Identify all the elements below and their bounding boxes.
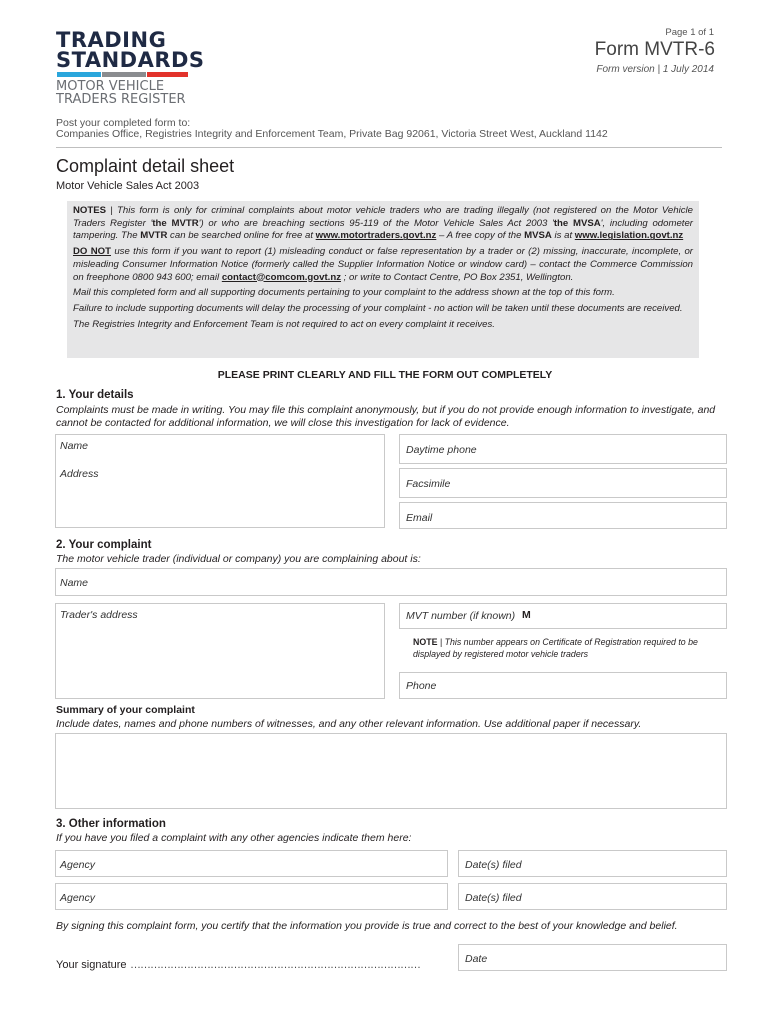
logo-trading: TRADING: [56, 28, 167, 52]
notes-paragraph-3: Mail this completed form and all supporting documents pertaining to your complaint to the address shown at the top of this form.: [73, 287, 615, 299]
trader-name-field[interactable]: [55, 568, 727, 596]
logo-bar-red: [147, 72, 188, 77]
notes-paragraph-1: NOTES | This form is only for criminal complaints about motor vehicle traders who are trading illegally (not registered on the Motor Vehicle Traders Register 'the MVTR') or who are breaching sections 95-119 of the Motor Vehicle Sales Act 2003 'the MVSA', including odometer tampering. The MVTR can be searched online for free at www.motortraders.govt.nz – A free copy of the MVSA is at www.legislation.govt.nz: [73, 205, 694, 242]
agency-field-2[interactable]: [55, 883, 448, 910]
trader-address-label: Trader's address: [60, 609, 138, 621]
section1-title: 1. Your details: [56, 389, 134, 401]
daytime-phone-label: Daytime phone: [406, 444, 477, 456]
dates-filed-label-2: Date(s) filed: [465, 892, 522, 904]
facsimile-field[interactable]: [399, 468, 727, 498]
post-address: Companies Office, Registries Integrity and Enforcement Team, Private Bag 92061, Victoria Street West, Auckland 1142: [56, 128, 608, 140]
trader-address-field[interactable]: [55, 603, 385, 699]
your-name-address-field[interactable]: [55, 434, 385, 528]
date-label: Date: [465, 953, 488, 965]
section2-subtitle: The motor vehicle trader (individual or company) you are complaining about is:: [56, 553, 421, 565]
logo-bar-blue: [57, 72, 101, 77]
section3-subtitle: If you have you filed a complaint with any other agencies indicate them here:: [56, 832, 412, 844]
notes-paragraph-5: The Registries Integrity and Enforcement Team is not required to act on every complaint it receives.: [73, 318, 495, 330]
dates-filed-label-1: Date(s) filed: [465, 859, 522, 871]
agency-label-2: Agency: [60, 892, 96, 904]
notes-label: NOTES: [73, 205, 107, 216]
post-label: Post your completed form to:: [56, 117, 191, 129]
mvt-number-label: MVT number (if known): [406, 610, 516, 622]
logo-standards: STANDARDS: [56, 48, 205, 72]
section2-title: 2. Your complaint: [56, 539, 152, 551]
notes-paragraph-4: Failure to include supporting documents will delay the processing of your complaint - no action will be taken until these documents are received.: [73, 302, 683, 314]
date-field[interactable]: [458, 944, 727, 971]
logo-sub-motor-vehicle: MOTOR VEHICLE: [56, 79, 165, 94]
page-number: Page 1 of 1: [665, 27, 714, 38]
mvt-note: NOTE | This number appears on Certificate of Registration required to be displayed by registered motor vehicle traders: [413, 637, 698, 659]
certify-statement: By signing this complaint form, you certify that the information you provide is true and correct to the best of your knowledge and belief.: [56, 920, 678, 932]
summary-subtitle: Include dates, names and phone numbers of witnesses, and any other relevant information. Use additional paper if necessary.: [56, 718, 642, 730]
section1-subtitle: Complaints must be made in writing. You may file this complaint anonymously, but if you do not provide enough information to investigate, and cannot be contacted for additional information, we will close this investigation for lack of evidence.: [56, 404, 716, 429]
link-comcom-email[interactable]: contact@comcom.govt.nz: [221, 271, 341, 283]
signature-label: Your signature: [56, 959, 127, 971]
address-label: Address: [60, 468, 99, 480]
signature-line[interactable]: ……………………………………………………………………………: [130, 959, 420, 971]
link-legislation[interactable]: www.legislation.govt.nz: [574, 230, 684, 242]
mvt-prefix: M: [522, 609, 531, 621]
daytime-phone-field[interactable]: [399, 434, 727, 464]
dates-filed-field-2[interactable]: [458, 883, 727, 910]
name-label: Name: [60, 440, 89, 452]
header-divider: [56, 147, 722, 148]
logo-bar-gray: [102, 72, 146, 77]
form-version: Form version | 1 July 2014: [596, 64, 714, 75]
summary-textarea[interactable]: [55, 733, 727, 809]
notes-box: [67, 201, 699, 358]
logo-sub-traders-register: TRADERS REGISTER: [56, 92, 186, 107]
section3-title: 3. Other information: [56, 818, 166, 830]
form-title: Form MVTR-6: [594, 39, 715, 60]
notes-paragraph-2: DO NOT use this form if you want to report (1) misleading conduct or false representation by a trader or (2) missing, inaccurate, incomplete, or misleading Consumer Information Notice (formerly called the Supplier Information Notice or window card) – contact the Commerce Commission on freephone 0800 943 600; email contact@comcom.govt.nz ; or write to Contact Centre, PO Box 2351, Wellington.: [73, 246, 693, 283]
page-title: Complaint detail sheet: [56, 156, 235, 176]
summary-title: Summary of your complaint: [56, 704, 195, 716]
act-name: Motor Vehicle Sales Act 2003: [56, 180, 200, 192]
trader-phone-label: Phone: [406, 680, 437, 692]
email-field[interactable]: [399, 502, 727, 529]
email-label: Email: [406, 512, 433, 524]
trader-phone-field[interactable]: [399, 672, 727, 699]
trader-name-label: Name: [60, 577, 89, 589]
mvt-number-field[interactable]: [399, 603, 727, 629]
dates-filed-field-1[interactable]: [458, 850, 727, 877]
facsimile-label: Facsimile: [406, 478, 451, 490]
agency-field-1[interactable]: [55, 850, 448, 877]
print-notice: PLEASE PRINT CLEARLY AND FILL THE FORM OUT COMPLETELY: [217, 369, 553, 381]
agency-label-1: Agency: [60, 859, 96, 871]
link-motortraders[interactable]: www.motortraders.govt.nz: [315, 230, 437, 242]
